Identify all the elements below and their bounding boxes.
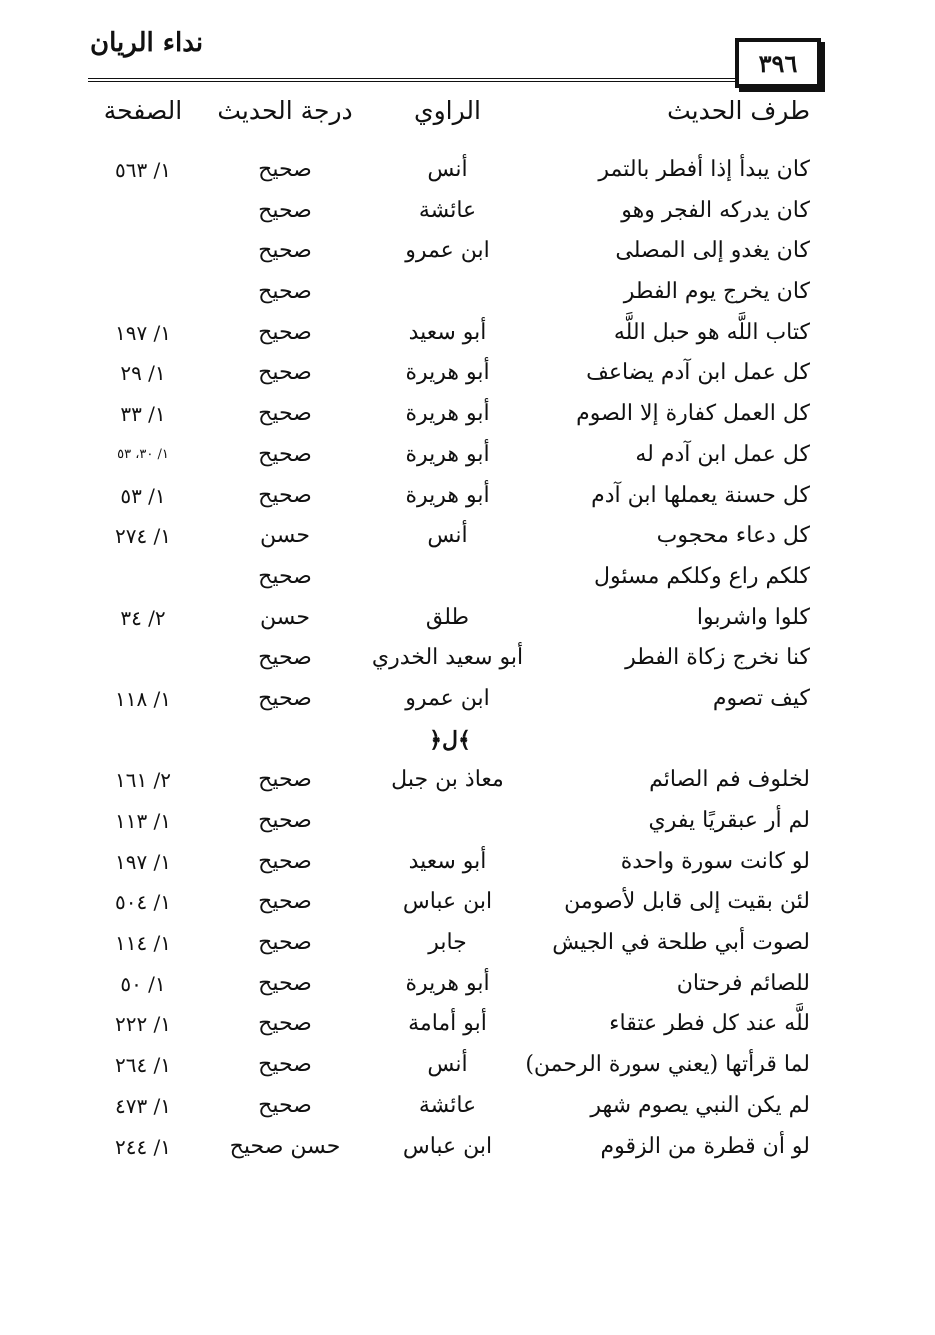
column-header-grade: درجة الحديث xyxy=(217,96,353,125)
rawi-cell: أنس xyxy=(427,157,468,182)
grade-cell: صحيح xyxy=(258,1092,312,1118)
column-header-hadith: طرف الحديث xyxy=(667,96,810,125)
page-cell: ١/ ٢٢٢ xyxy=(114,1012,172,1037)
table-row xyxy=(0,231,935,272)
grade-cell: صحيح xyxy=(258,238,312,264)
hadith-cell: كل العمل كفارة إلا الصوم xyxy=(576,401,810,427)
table-row xyxy=(0,598,935,639)
rawi-cell: جابر xyxy=(428,930,467,956)
grade-cell: صحيح xyxy=(258,279,312,305)
page-cell: ١/ ١١٨ xyxy=(114,686,172,711)
grade-cell: صحيح xyxy=(258,157,312,182)
table-row xyxy=(0,272,935,313)
rawi-cell: عائشة xyxy=(418,197,477,223)
hadith-cell: كلوا واشربوا xyxy=(696,604,810,630)
hadith-cell: لما قرأتها (يعني سورة الرحمن) xyxy=(525,1052,810,1078)
column-header-page: الصفحة xyxy=(103,96,183,125)
grade-cell: صحيح xyxy=(258,970,312,996)
page-cell: ١/ ٢٤٤ xyxy=(114,1134,172,1159)
table-row xyxy=(0,150,935,191)
grade-cell: صحيح xyxy=(258,930,312,956)
rawi-cell: أبو سعيد xyxy=(408,848,487,874)
page-cell: ١/ ٤٧٣ xyxy=(114,1093,172,1118)
table-row xyxy=(0,760,935,801)
page-cell: ١/ ٢٦٤ xyxy=(114,1053,172,1078)
page-number-box xyxy=(735,38,821,88)
table-row xyxy=(0,476,935,517)
hadith-cell: لخلوف فم الصائم xyxy=(649,767,810,793)
table-row xyxy=(0,191,935,232)
table-row xyxy=(0,1086,935,1127)
hadith-cell: كان يدركه الفجر وهو xyxy=(621,197,810,223)
grade-cell: صحيح xyxy=(258,848,312,874)
page-cell: ١/ ١١٤ xyxy=(114,931,172,956)
hadith-cell: كنا نخرج زكاة الفطر xyxy=(625,645,810,671)
page-cell: ١/ ١٩٧ xyxy=(114,849,172,874)
hadith-cell: للصائم فرحتان xyxy=(676,970,810,996)
header-rule xyxy=(88,78,738,82)
page-cell: ١/ ٥٦٣ xyxy=(114,158,172,182)
rawi-cell: أبو هريرة xyxy=(405,441,490,467)
hadith-cell: كان يخرج يوم الفطر xyxy=(623,279,810,305)
hadith-cell: كل دعاء محجوب xyxy=(656,523,810,549)
grade-cell: حسن xyxy=(260,604,310,630)
rawi-cell: أبو سعيد الخدري xyxy=(371,645,524,671)
page-number: ٣٩٦ xyxy=(758,48,798,78)
grade-cell: صحيح xyxy=(258,1052,312,1078)
grade-cell: صحيح xyxy=(258,360,312,386)
rawi-cell: أنس xyxy=(427,1052,468,1078)
table-row xyxy=(0,638,935,679)
column-header-rawi: الراوي xyxy=(414,96,481,125)
hadith-cell: كل حسنة يعملها ابن آدم xyxy=(591,482,810,508)
hadith-cell: كل عمل ابن آدم له xyxy=(635,441,810,467)
hadith-cell: لو أن قطرة من الزقوم xyxy=(600,1133,810,1159)
grade-cell: صحيح xyxy=(258,401,312,427)
table-row xyxy=(0,1004,935,1045)
grade-cell: حسن صحيح xyxy=(229,1133,341,1159)
hadith-cell: لئن بقيت إلى قابل لأصومن xyxy=(564,889,810,915)
grade-cell: حسن xyxy=(260,523,310,549)
page-cell: ١/ ٥٠ xyxy=(120,971,166,996)
rawi-cell: ابن عباس xyxy=(402,1133,493,1159)
page-cell: ١/ ٥٠٤ xyxy=(114,890,172,915)
table-row xyxy=(0,964,935,1005)
grade-cell: صحيح xyxy=(258,685,312,711)
page-cell: ١/ ١٩٧ xyxy=(114,320,172,345)
hadith-cell: لم يكن النبي يصوم شهر xyxy=(590,1092,810,1118)
page-cell: ١/ ١١٣ xyxy=(114,809,172,833)
table-row xyxy=(0,557,935,598)
grade-cell: صحيح xyxy=(258,319,312,345)
hadith-cell: لو كانت سورة واحدة xyxy=(620,848,810,874)
table-row xyxy=(0,882,935,923)
grade-cell: صحيح xyxy=(258,563,312,589)
hadith-cell: لم أر عبقريًا يفري xyxy=(648,808,810,833)
section-letter: ﴿ل﴾ xyxy=(429,726,471,753)
section-letter-row xyxy=(0,720,935,761)
page-cell: ٢/ ١٦١ xyxy=(114,768,172,793)
hadith-cell: كان يغدو إلى المصلى xyxy=(615,238,810,264)
rawi-cell: طلق xyxy=(425,604,470,630)
page-cell: ١/ ٣٣ xyxy=(120,402,166,427)
table-row xyxy=(0,1127,935,1168)
rawi-cell: أبو سعيد xyxy=(408,319,487,345)
table-row xyxy=(0,801,935,842)
grade-cell: صحيح xyxy=(258,645,312,671)
hadith-cell: كتاب اللَّه هو حبل اللَّه xyxy=(613,319,810,345)
grade-cell: صحيح xyxy=(258,889,312,915)
hadith-cell: كلكم راع وكلكم مسئول xyxy=(594,563,810,589)
page-cell: ٢/ ٣٤ xyxy=(120,605,166,630)
hadith-cell: كل عمل ابن آدم يضاعف xyxy=(586,360,810,386)
table-row xyxy=(0,1045,935,1086)
page-cell: ١/ ٢٧٤ xyxy=(114,524,172,549)
rawi-cell: أبو هريرة xyxy=(405,482,490,508)
page-cell: ١/ ٢٩ xyxy=(120,361,166,386)
hadith-cell: لصوت أبي طلحة في الجيش xyxy=(552,930,810,956)
table-row xyxy=(0,679,935,720)
column-headers xyxy=(0,96,935,144)
page-cell: ١/ ٣٠، ٥٣ xyxy=(117,446,169,462)
table-row xyxy=(0,516,935,557)
table-row xyxy=(0,842,935,883)
rawi-cell: عائشة xyxy=(418,1092,477,1118)
rawi-cell: ابن عمرو xyxy=(405,685,490,711)
table-row xyxy=(0,353,935,394)
grade-cell: صحيح xyxy=(258,197,312,223)
hadith-cell: كيف تصوم xyxy=(712,685,810,711)
rawi-cell: معاذ بن جبل xyxy=(391,767,504,793)
hadith-table xyxy=(0,150,935,1167)
table-row xyxy=(0,923,935,964)
book-title: نداء الريان xyxy=(90,28,204,58)
page-cell: ١/ ٥٣ xyxy=(120,483,166,508)
rawi-cell: ابن عباس xyxy=(402,889,493,915)
grade-cell: صحيح xyxy=(258,808,312,833)
rawi-cell: أبو هريرة xyxy=(405,401,490,427)
rawi-cell: أبو هريرة xyxy=(405,360,490,386)
table-row xyxy=(0,313,935,354)
grade-cell: صحيح xyxy=(258,1011,312,1037)
grade-cell: صحيح xyxy=(258,767,312,793)
grade-cell: صحيح xyxy=(258,482,312,508)
rawi-cell: أنس xyxy=(427,523,468,549)
rawi-cell: أبو هريرة xyxy=(405,970,490,996)
grade-cell: صحيح xyxy=(258,441,312,467)
table-row xyxy=(0,394,935,435)
table-row xyxy=(0,435,935,476)
rawi-cell: أبو أمامة xyxy=(408,1011,487,1037)
hadith-cell: كان يبدأ إذا أفطر بالتمر xyxy=(598,157,810,182)
hadith-cell: للَّه عند كل فطر عتقاء xyxy=(609,1011,810,1037)
rawi-cell: ابن عمرو xyxy=(405,238,490,264)
